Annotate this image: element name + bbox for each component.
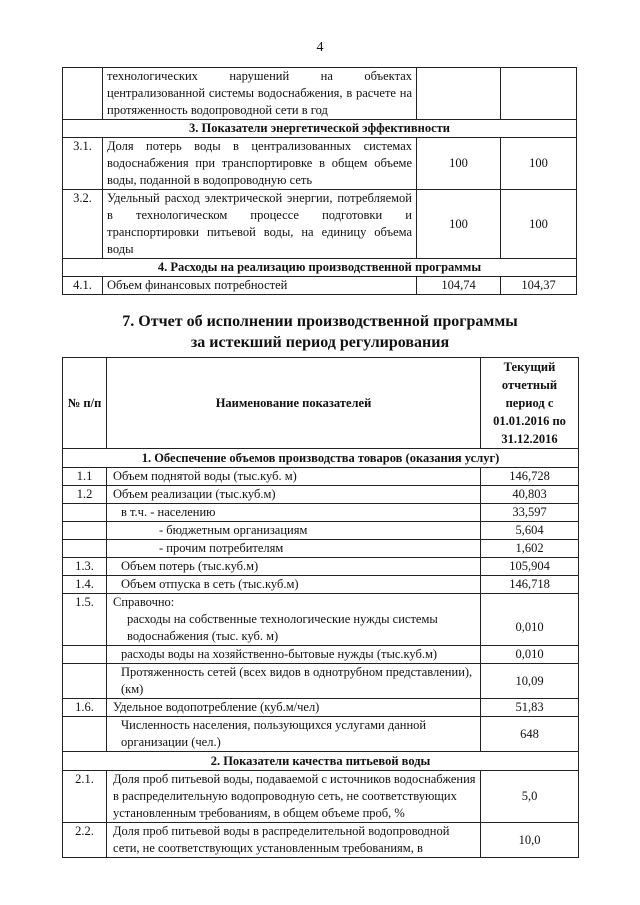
table-row [63,558,579,576]
row-number: 1.4. [63,576,107,594]
value-cell: 100 [501,190,577,259]
row-number: 2.1. [63,771,107,823]
value-cell: 146,728 [481,468,579,486]
indicator-text: - бюджетным организациям [107,522,481,540]
value-cell: 100 [417,138,501,190]
indicator-text: технологических нарушений на объектах централизованной системы водоснабжения, в расчете на протяженность водопроводной сети в год [103,68,417,120]
section-subheading: за истекший период регулирования [190,334,450,351]
indicator-text: Доля потерь воды в централизованных системах водоснабжения при транспортировке в общем объеме воды, поданной в водопроводную сеть [103,138,417,190]
row-number: 3.1. [63,138,103,190]
table-row [63,823,579,858]
table-row [63,594,579,646]
value-cell: 0,010 [481,594,579,646]
section-header [63,259,577,277]
value-cell: 648 [481,717,579,752]
program-report-table [62,357,579,858]
indicator-text: Численность населения, пользующихся услугами данной организации (чел.) [107,717,481,752]
table-row [63,664,579,699]
table-row [63,540,579,558]
table-row [63,717,579,752]
header-num: № п/п [63,358,107,449]
section-header [63,120,577,138]
table-row [63,771,579,823]
indicator-text: Объем реализации (тыс.куб.м) [107,486,481,504]
table-row [63,522,579,540]
table-row [63,68,577,120]
value-cell: 0,010 [481,646,579,664]
production-rows [63,468,579,594]
row-number: 2.2. [63,823,107,858]
row-number: 3.2. [63,190,103,259]
table-row [63,504,579,522]
indicator-text: расходы воды на хозяйственно-бытовые нужды (тыс.куб.м) [107,646,481,664]
page-number: 4 [316,40,324,55]
row-number: 1.2 [63,486,107,504]
indicator-text: в т.ч. - населению [107,504,481,522]
indicator-text: Протяженность сетей (всех видов в однотрубном представлении), (км) [107,664,481,699]
table-header-row [63,358,579,449]
row-number: 1.5. [63,594,107,646]
table-row [63,468,579,486]
value-cell: 10,0 [481,823,579,858]
indicator-text: Удельное водопотребление (куб.м/чел) [107,699,481,717]
table-row [63,277,577,295]
value-cell: 1,602 [481,540,579,558]
row-number: 1.6. [63,699,107,717]
header-period: Текущий отчетный период с 01.01.2016 по 31.12.2016 [481,358,579,449]
section-title: 3. Показатели энергетической эффективности [63,120,577,138]
row-number [63,504,107,522]
value-cell: 104,74 [417,277,501,295]
value-cell: 40,803 [481,486,579,504]
section-title: 2. Показатели качества питьевой воды [63,752,579,771]
indicators-table [62,67,577,295]
indicator-text: - прочим потребителям [107,540,481,558]
value-cell: 100 [417,190,501,259]
section-heading: 7. Отчет об исполнении производственной программы [122,313,518,330]
table-row [63,190,577,259]
indicator-sub-text: расходы на собственные технологические нужды системы водоснабжения (тыс. куб. м) [127,612,438,643]
value-cell: 105,904 [481,558,579,576]
value-cell: 100 [501,138,577,190]
row-number: 1.3. [63,558,107,576]
value-cell: 104,37 [501,277,577,295]
section-title: 4. Расходы на реализацию производственной программы [63,259,577,277]
indicator-text: Доля проб питьевой воды в распределительной водопроводной сети, не соответствующих установленным требованиям, в [107,823,481,858]
table-row [63,646,579,664]
row-number [63,522,107,540]
value-cell: 10,09 [481,664,579,699]
indicator-text: Объем поднятой воды (тыс.куб. м) [107,468,481,486]
header-name: Наименование показателей [107,358,481,449]
indicator-text: Объем потерь (тыс.куб.м) [107,558,481,576]
value-cell: 33,597 [481,504,579,522]
indicator-text: Доля проб питьевой воды, подаваемой с источников водоснабжения в распределительную водопроводную сеть, не соответствующих установленным требованиям, в общем объеме проб, % [107,771,481,823]
table-row [63,699,579,717]
row-number [63,540,107,558]
value-cell: 5,0 [481,771,579,823]
row-number: 1.1 [63,468,107,486]
row-number: 4.1. [63,277,103,295]
table-row [63,486,579,504]
table-row [63,576,579,594]
indicator-text: Объем финансовых потребностей [103,277,417,295]
indicator-text: Объем отпуска в сеть (тыс.куб.м) [107,576,481,594]
value-cell: 5,604 [481,522,579,540]
table-row [63,138,577,190]
section-title: 1. Обеспечение объемов производства товаров (оказания услуг) [63,449,579,468]
indicator-text: Удельный расход электрической энергии, потребляемой в технологическом процессе подготовки и транспортировки питьевой воды, на единицу объема воды [103,190,417,259]
section-header [63,752,579,771]
value-cell: 51,83 [481,699,579,717]
indicator-text [107,594,481,646]
value-cell: 146,718 [481,576,579,594]
section-header [63,449,579,468]
reference-label: Справочно: [113,595,175,609]
